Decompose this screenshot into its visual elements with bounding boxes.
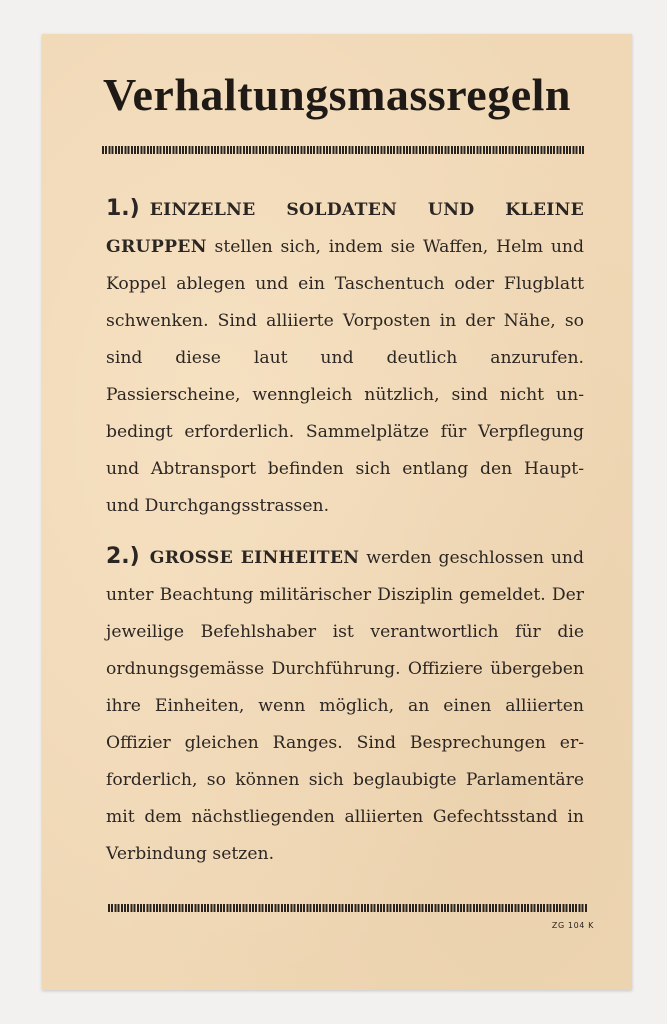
print-code: ZG 104 K: [551, 921, 594, 930]
section-2-lead: GROSSE EINHEITEN: [149, 548, 360, 568]
section-1-number: 1.): [106, 196, 140, 221]
section-1-lead: EINZELNE SOLDATEN UND KLEINE GRUPPEN: [106, 200, 584, 257]
bottom-divider: [108, 904, 588, 912]
section-1-text: stellen sich, indem sie Waffen, Helm und Koppel ablegen und ein Taschentuch oder Flugblatt schwenken. Sind alliierte Vorposten in der Nähe, so sind diese laut und deutlich anzurufen. Passierscheine, wenngleich nützlich, sind nicht unbedingt erforderlich. Sammelplätze für Verpflegung und Abtransport befinden sich entlang den Haupt- und Durchgangsstrassen.: [106, 237, 584, 516]
section-2-number: 2.): [106, 544, 140, 569]
section-2: [106, 538, 584, 873]
section-1: [106, 190, 584, 525]
leaflet-sheet: [42, 34, 632, 990]
section-2-text: werden geschlossen und unter Beachtung militärischer Disziplin gemeldet. Der jeweilige Befehlshaber ist verantwortlich für die ordnungsgemässe Durchführung. Offiziere übergeben ihre Einheiten, wenn möglich, an einen alliierten Offizier gleichen Ranges. Sind Besprechungen erforderlich, so können sich beglaubigte Parlamentäre mit dem nächstliegenden alliierten Gefechtsstand in Verbindung setzen.: [106, 548, 584, 864]
top-divider: [102, 146, 584, 154]
document-title: Verhaltungsmassregeln: [103, 69, 571, 120]
